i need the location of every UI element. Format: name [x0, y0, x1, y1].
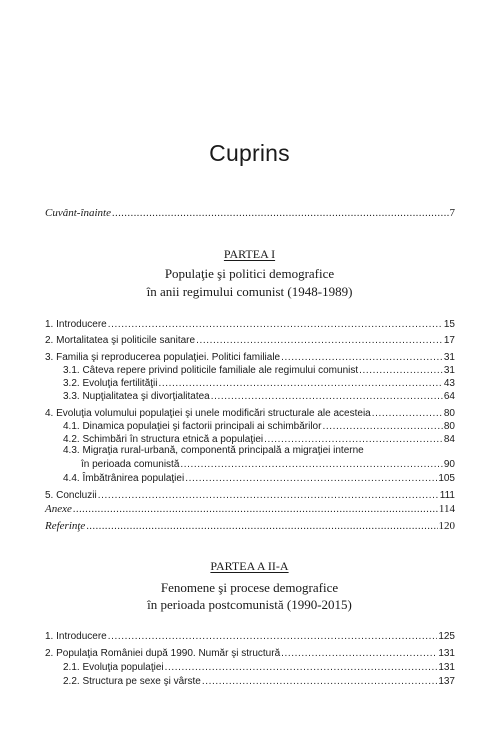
toc-entry-references[interactable]	[45, 518, 455, 533]
toc-entry[interactable]	[45, 332, 455, 347]
page-title: Cuprins	[209, 140, 290, 166]
toc-entry-page: 131	[438, 648, 455, 659]
toc-entry-label: Referinţe	[45, 520, 86, 532]
toc-subentry[interactable]	[63, 388, 455, 403]
part1-heading: PARTEA I	[223, 247, 276, 261]
toc-entry-page: 90	[443, 459, 455, 470]
toc-entry-page: 7	[449, 207, 455, 219]
toc-entry[interactable]	[45, 628, 455, 643]
toc-subentry[interactable]	[63, 470, 455, 485]
toc-leader-dots	[73, 503, 438, 516]
toc-entry-page: 64	[443, 391, 455, 402]
toc-entry-label: 4. Evoluţia volumului populaţiei şi unele modificări structurale ale acesteia	[45, 408, 371, 419]
toc-entry-page: 15	[443, 319, 455, 330]
toc-entry-page: 31	[443, 365, 455, 376]
toc-leader-dots	[112, 207, 449, 220]
toc-subentry[interactable]	[63, 659, 455, 674]
toc-entry-page: 105	[438, 473, 455, 484]
toc-entry-page: 80	[443, 408, 455, 419]
toc-entry-page: 111	[439, 490, 455, 501]
toc-entry-annexes[interactable]	[45, 501, 455, 516]
toc-entry-label: 4.2. Schimbări în structura etnică a populaţiei	[63, 434, 264, 445]
toc-subentry[interactable]	[63, 431, 455, 446]
toc-entry-label: 2.2. Structura pe sexe şi vârste	[63, 676, 201, 687]
toc-entry-label: 1. Introducere	[45, 631, 107, 642]
toc-leader-dots	[211, 390, 443, 403]
toc-entry-page: 114	[438, 503, 455, 515]
toc-entry-label: 1. Introducere	[45, 319, 107, 330]
toc-entry-label: în perioada comunistă	[81, 459, 180, 470]
toc-entry[interactable]	[45, 645, 455, 660]
toc-leader-dots	[202, 675, 437, 688]
toc-entry-page: 137	[438, 676, 455, 687]
toc-entry-label: 3.2. Evoluţia fertilităţii	[63, 378, 158, 389]
toc-entry-page: 80	[443, 421, 455, 432]
toc-entry-label: 5. Concluzii	[45, 490, 97, 501]
toc-entry-page: 84	[443, 434, 455, 445]
toc-entry-label: Anexe	[45, 503, 72, 515]
part1-subtitle-line1: Populaţie şi politici demografice	[164, 266, 335, 281]
toc-leader-dots	[108, 630, 438, 643]
toc-entry-page: 31	[443, 352, 455, 363]
toc-leader-dots	[185, 472, 437, 485]
toc-leader-dots	[196, 334, 443, 347]
toc-entry-page: 125	[438, 631, 455, 642]
toc-subentry[interactable]	[63, 673, 455, 688]
toc-leader-dots	[108, 318, 443, 331]
toc-entry[interactable]	[45, 487, 455, 502]
toc-subentry-continuation[interactable]	[81, 456, 455, 471]
toc-entry-page: 43	[443, 378, 455, 389]
toc-entry[interactable]	[45, 316, 455, 331]
toc-entry-label: Cuvânt-înainte	[45, 207, 111, 219]
toc-leader-dots	[86, 520, 437, 533]
toc-entry-page: 131	[438, 662, 455, 673]
toc-entry-label: 3.1. Câteva repere privind politicile familiale ale regimului comunist	[63, 365, 359, 376]
part2-subtitle-line2: în perioada postcomunistă (1990-2015)	[147, 597, 352, 612]
toc-entry-label: 2. Mortalitatea şi politicile sanitare	[45, 335, 196, 346]
toc-entry-label: 3. Familia şi reproducerea populaţiei. Politici familiale	[45, 352, 281, 363]
part2-subtitle-line1: Fenomene şi procese demografice	[160, 580, 339, 595]
toc-entry-label: 2.1. Evoluţia populaţiei	[63, 662, 164, 673]
toc-entry-label: 4.1. Dinamica populaţiei şi factorii principali ai schimbărilor	[63, 421, 322, 432]
toc-entry-label: 4.4. Îmbătrânirea populaţiei	[63, 473, 185, 484]
toc-entry-label: 3.3. Nupţialitatea şi divorţialitatea	[63, 391, 210, 402]
toc-entry-page: 17	[443, 335, 455, 346]
toc-entry-foreword[interactable]	[45, 205, 455, 220]
part1-subtitle-line2: în anii regimului comunist (1948-1989)	[146, 284, 353, 299]
toc-subentry-first-line[interactable]: 4.3. Migraţia rural-urbană, componentă principală a migraţiei interne	[63, 445, 364, 456]
part2-heading: PARTEA A II-A	[210, 559, 289, 573]
toc-entry-page: 120	[438, 520, 455, 532]
toc-entry-label: 2. Populaţia României după 1990. Număr şi structură	[45, 648, 281, 659]
